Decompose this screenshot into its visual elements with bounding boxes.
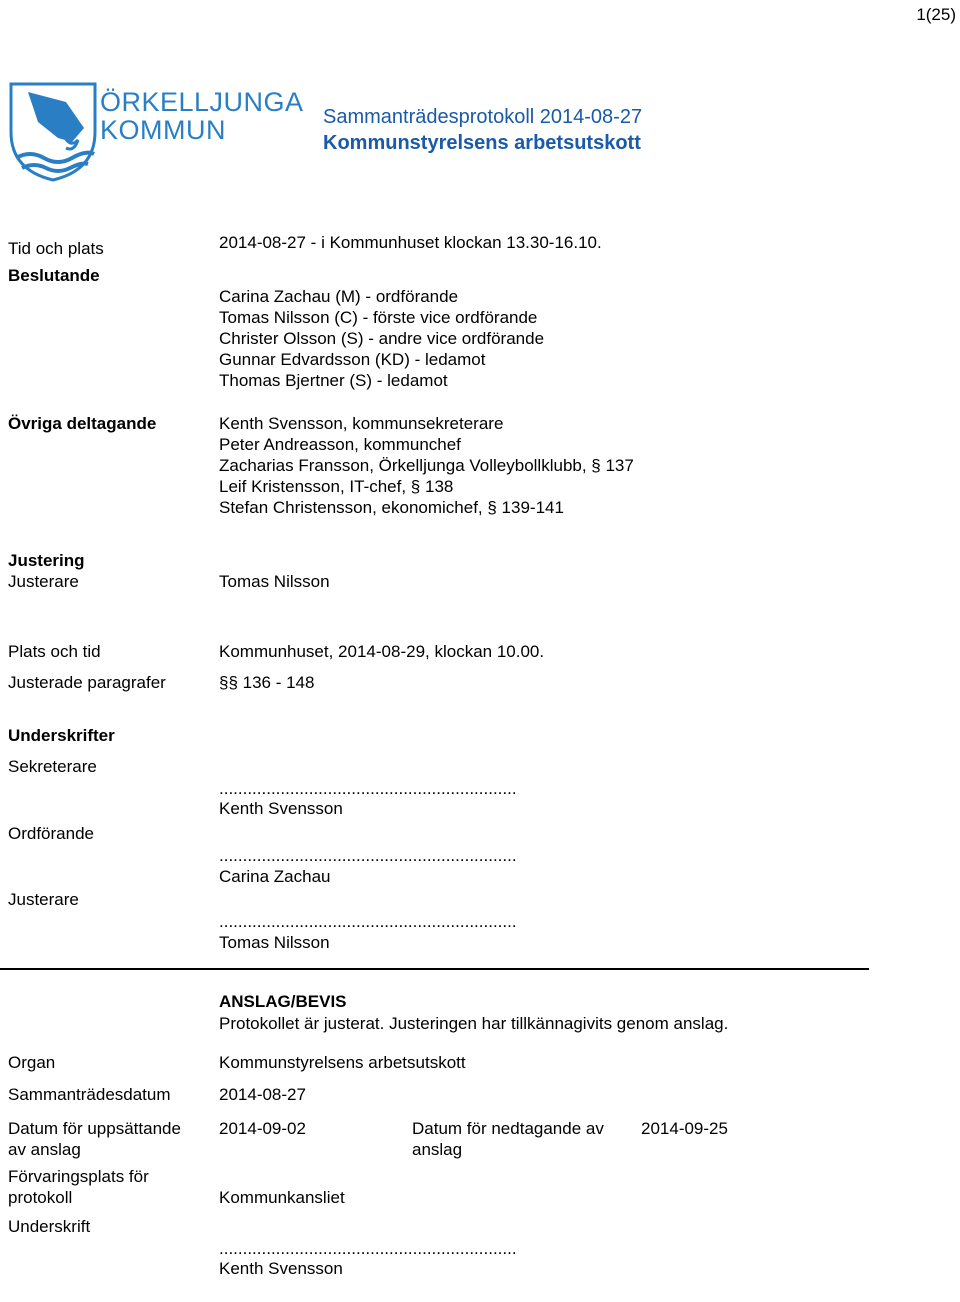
signature-name: Kenth Svensson <box>219 1259 343 1278</box>
signature-line: ............................................................... <box>219 779 517 798</box>
deciding-member: Christer Olsson (S) - andre vice ordförande <box>219 329 545 348</box>
other-participant: Peter Andreasson, kommunchef <box>219 435 461 454</box>
organ-label: Organ <box>8 1053 56 1072</box>
other-participant: Leif Kristensson, IT-chef, § 138 <box>219 477 454 496</box>
deciding-member: Gunnar Edvardsson (KD) - ledamot <box>219 350 486 369</box>
deciding-member: Carina Zachau (M) - ordförande <box>219 287 459 306</box>
signatures-heading: Underskrifter <box>8 726 115 745</box>
logo-text-line1: ÖRKELLJUNGA <box>100 87 304 117</box>
document-subtitle: Kommunstyrelsens arbetsutskott <box>323 132 641 154</box>
signature-label: Underskrift <box>8 1217 91 1236</box>
adjustment-heading: Justering <box>8 551 85 570</box>
signature-name: Tomas Nilsson <box>219 933 330 952</box>
adjuster-value: Tomas Nilsson <box>219 572 330 591</box>
place-time-label: Plats och tid <box>8 642 101 661</box>
posting-date-value: 2014-09-02 <box>219 1119 306 1138</box>
other-participant: Kenth Svensson, kommunsekreterare <box>219 414 504 433</box>
meeting-date-label: Sammanträdesdatum <box>8 1085 171 1104</box>
posting-date-label: Datum för uppsättande <box>8 1119 181 1138</box>
time-place-label: Tid och plats <box>8 239 104 258</box>
storage-label: Förvaringsplats för <box>8 1167 149 1186</box>
deciding-member: Tomas Nilsson (C) - förste vice ordförande <box>219 308 538 327</box>
signature-line: ............................................................... <box>219 912 517 931</box>
others-label: Övriga deltagande <box>8 414 157 433</box>
deciding-label: Beslutande <box>8 266 100 285</box>
signature-role-label: Justerare <box>8 890 79 909</box>
paragraphs-value: §§ 136 - 148 <box>219 673 315 692</box>
section-divider <box>0 968 869 970</box>
posting-date-label-cont: av anslag <box>8 1140 81 1159</box>
removal-date-value: 2014-09-25 <box>641 1119 728 1138</box>
storage-label-cont: protokoll <box>8 1188 73 1207</box>
organ-value: Kommunstyrelsens arbetsutskott <box>219 1053 466 1072</box>
adjuster-label: Justerare <box>8 572 79 591</box>
signature-name: Kenth Svensson <box>219 799 343 818</box>
storage-value: Kommunkansliet <box>219 1188 345 1207</box>
other-participant: Zacharias Fransson, Örkelljunga Volleybollklubb, § 137 <box>219 456 634 475</box>
removal-date-label: Datum för nedtagande av <box>412 1119 604 1138</box>
signature-line: ............................................................... <box>219 1239 517 1258</box>
time-place-value: 2014-08-27 - i Kommunhuset klockan 13.30-16.10. <box>219 233 602 252</box>
document-title: Sammanträdesprotokoll 2014-08-27 <box>323 106 643 128</box>
paragraphs-label: Justerade paragrafer <box>8 673 166 692</box>
signature-line: ............................................................... <box>219 846 517 865</box>
signature-role-label: Ordförande <box>8 824 94 843</box>
notice-heading: ANSLAG/BEVIS <box>219 992 347 1011</box>
removal-date-label-cont: anslag <box>412 1140 463 1159</box>
deciding-member: Thomas Bjertner (S) - ledamot <box>219 371 448 390</box>
place-time-value: Kommunhuset, 2014-08-29, klockan 10.00. <box>219 642 545 661</box>
meeting-date-value: 2014-08-27 <box>219 1085 306 1104</box>
page-number: 1(25) <box>916 5 956 24</box>
municipality-logo <box>8 82 304 182</box>
other-participant: Stefan Christensson, ekonomichef, § 139-141 <box>219 498 564 517</box>
logo-text-line2: KOMMUN <box>100 115 226 145</box>
municipal-coat-of-arms-icon <box>8 82 98 182</box>
notice-text: Protokollet är justerat. Justeringen har tillkännagivits genom anslag. <box>219 1014 729 1033</box>
signature-name: Carina Zachau <box>219 867 331 886</box>
signature-role-label: Sekreterare <box>8 757 97 776</box>
